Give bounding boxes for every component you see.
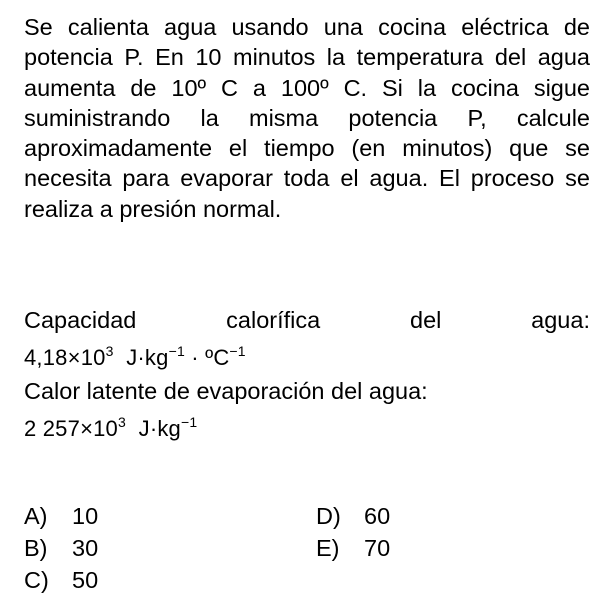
unit-dot: · bbox=[149, 416, 158, 441]
option-value: 30 bbox=[72, 535, 99, 561]
power-exponent: 3 bbox=[105, 343, 114, 359]
option-value: 50 bbox=[72, 567, 99, 593]
option-letter: C) bbox=[24, 567, 49, 593]
option-d[interactable] bbox=[316, 503, 390, 530]
option-letter: E) bbox=[316, 535, 340, 561]
power-exponent: 3 bbox=[118, 414, 126, 430]
heat-capacity-label-word: del bbox=[410, 307, 442, 333]
power-base: 10 bbox=[93, 416, 118, 441]
unit-dot: · bbox=[137, 345, 145, 370]
unit-kilogram: kg bbox=[144, 345, 169, 370]
unit-separator: · bbox=[191, 345, 199, 370]
heat-capacity-label-word: agua: bbox=[531, 307, 590, 333]
latent-heat-label: Calor latente de evaporación del agua: bbox=[24, 378, 428, 404]
heat-capacity-mantissa: 4,18 bbox=[24, 345, 68, 370]
constants-block bbox=[24, 305, 590, 444]
option-c[interactable] bbox=[24, 567, 98, 594]
heat-capacity-label-word: calorífica bbox=[226, 307, 321, 333]
option-value: 70 bbox=[364, 535, 391, 561]
heat-capacity-label bbox=[24, 305, 590, 335]
problem-statement-block bbox=[24, 12, 590, 224]
times-sign: × bbox=[67, 345, 81, 370]
option-letter: D) bbox=[316, 503, 341, 529]
unit-joule: J bbox=[138, 416, 150, 441]
latent-heat-mantissa: 2 257 bbox=[24, 416, 81, 441]
latent-heat-formula bbox=[24, 414, 590, 444]
option-b[interactable] bbox=[24, 535, 98, 562]
option-value: 10 bbox=[72, 503, 99, 529]
option-letter: B) bbox=[24, 535, 48, 561]
heat-capacity-label-word: Capacidad bbox=[24, 307, 137, 333]
unit-joule: J bbox=[126, 345, 138, 370]
option-value: 60 bbox=[364, 503, 391, 529]
unit-kilogram-exponent: −1 bbox=[168, 343, 185, 359]
heat-capacity-formula bbox=[24, 343, 590, 373]
option-e[interactable] bbox=[316, 535, 390, 562]
unit-celsius: ºC bbox=[205, 345, 230, 370]
problem-statement: Se calienta agua usando una cocina eléctrica de potencia P. En 10 minutos la temperatura del agua aumenta de 10º C a 100º C. Si la cocina sigue suministrando la misma potencia P, calcule aproximadamente el tiempo (en minutos) que se necesita para evaporar toda el agua. El proceso se realiza a presión normal. bbox=[24, 14, 590, 222]
unit-kilogram-exponent: −1 bbox=[181, 414, 198, 430]
option-a[interactable] bbox=[24, 503, 98, 530]
times-sign: × bbox=[80, 416, 94, 441]
option-letter: A) bbox=[24, 503, 48, 529]
unit-celsius-exponent: −1 bbox=[229, 343, 246, 359]
unit-kilogram: kg bbox=[157, 416, 181, 441]
power-base: 10 bbox=[80, 345, 106, 370]
